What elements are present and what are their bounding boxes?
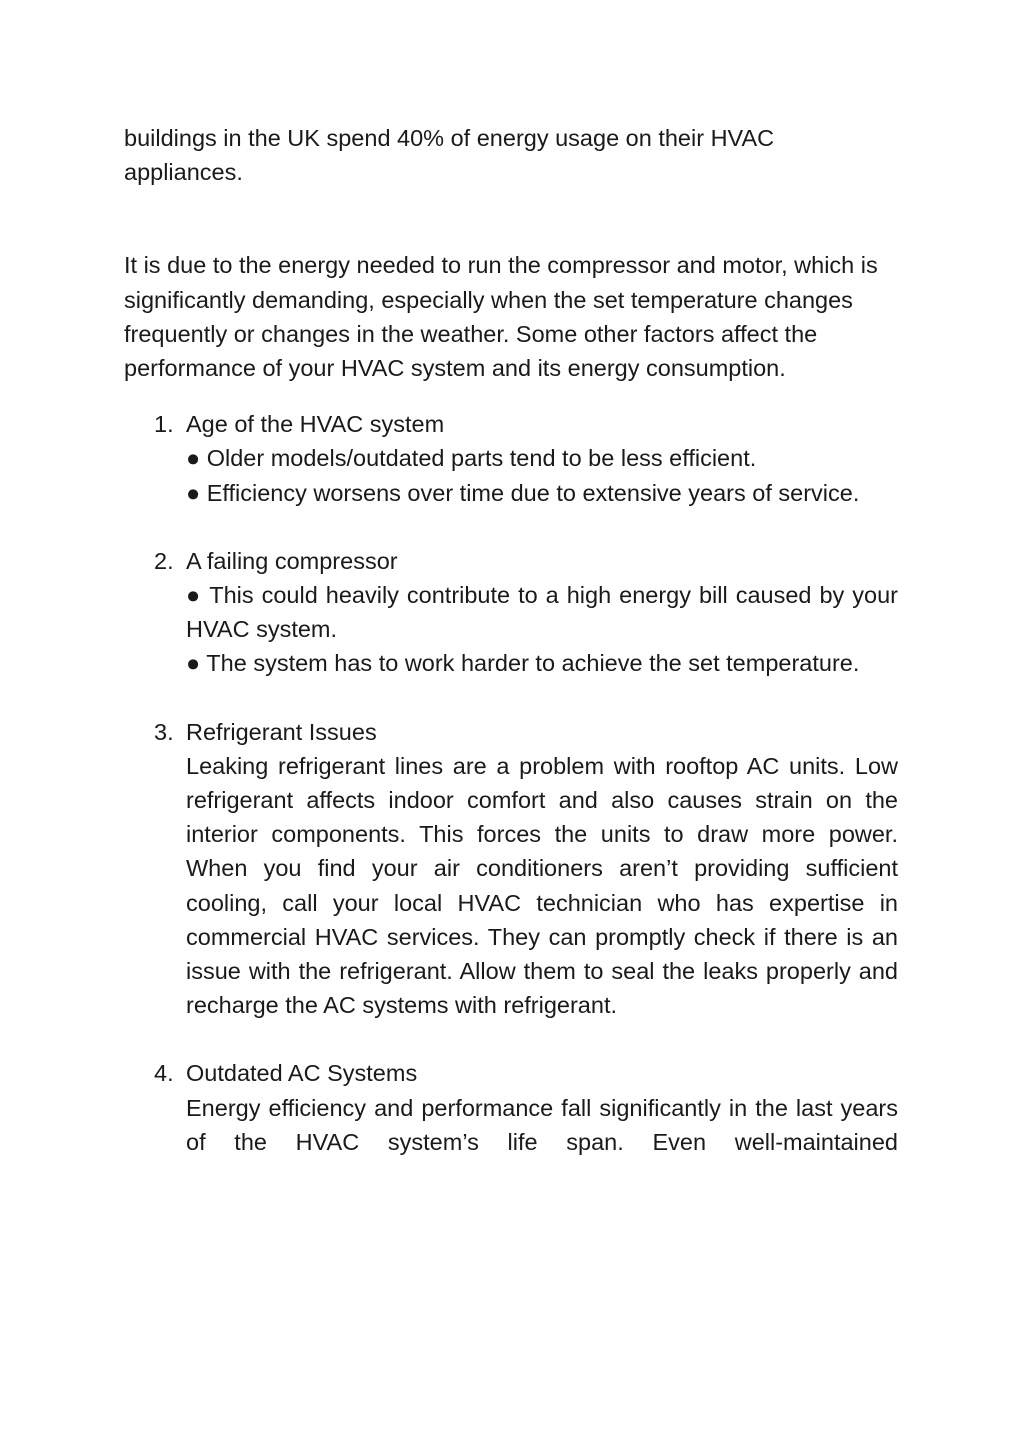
bullet-point: ● Efficiency worsens over time due to extensive years of service. — [186, 479, 860, 506]
list-item — [124, 544, 898, 681]
list-item-body: Energy efficiency and performance fall significantly in the last years of the HVAC system’s life span. Even well-maintained — [186, 1094, 898, 1155]
list-item — [124, 1056, 898, 1159]
intro-continuation: buildings in the UK spend 40% of energy usage on their HVAC appliances. — [124, 125, 775, 186]
bullet-point: ● The system has to work harder to achieve the set temperature. — [186, 650, 860, 677]
document-page — [124, 121, 898, 1193]
factors-list — [124, 407, 898, 1159]
list-item-number: 3. — [154, 718, 174, 745]
intro-paragraph: It is due to the energy needed to run the compressor and motor, which is significantly demanding, especially when the set temperature changes frequently or changes in the weather. Some other factors affect the performance of your HVAC system and its energy consumption. — [124, 252, 878, 382]
bullet-point: ● This could heavily contribute to a high energy bill caused by your HVAC system. — [186, 582, 898, 643]
bullet-point: ● Older models/outdated parts tend to be less efficient. — [186, 445, 757, 472]
list-item-body: Leaking refrigerant lines are a problem with rooftop AC units. Low refrigerant affects indoor comfort and also causes strain on the interior components. This forces the units to draw more power. When you find your air conditioners aren’t providing sufficient cooling, call your local HVAC technician who has expertise in commercial HVAC services. They can promptly check if there is an issue with the refrigerant. Allow them to seal the leaks properly and recharge the AC systems with refrigerant. — [186, 752, 898, 1019]
paragraph-spacer — [124, 189, 898, 248]
list-item-number: 1. — [154, 411, 174, 438]
list-item-title: Outdated AC Systems — [186, 1060, 418, 1087]
list-item — [124, 715, 898, 1023]
list-item-title: Refrigerant Issues — [186, 718, 377, 745]
list-item-number: 2. — [154, 547, 174, 574]
list-item-number: 4. — [154, 1060, 174, 1087]
list-item-title: Age of the HVAC system — [186, 411, 445, 438]
list-item-title: A failing compressor — [186, 547, 398, 574]
list-item — [124, 407, 898, 510]
